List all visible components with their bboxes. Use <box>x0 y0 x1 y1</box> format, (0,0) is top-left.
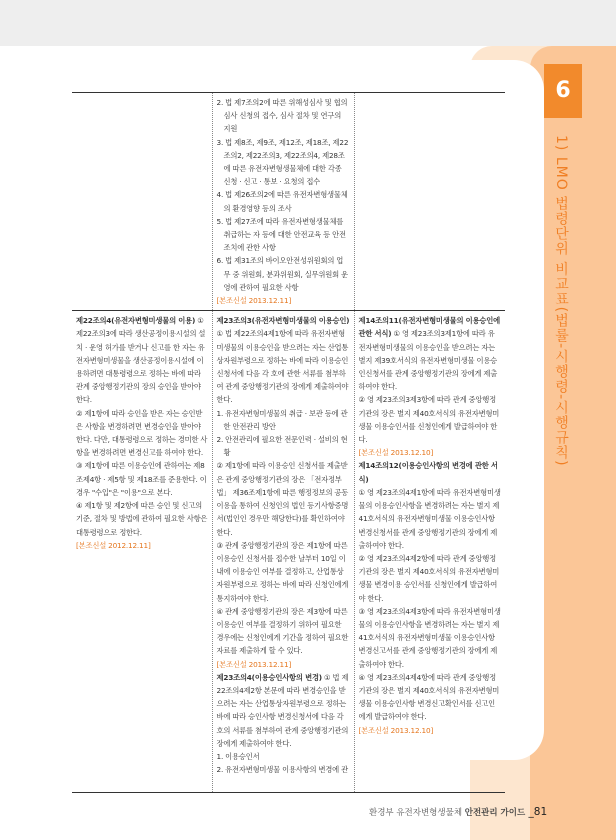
table-row <box>72 311 505 793</box>
list-item: 4. 법 제26조의2에 따른 유전자변형생물체의 환경영향 등의 조사 <box>216 190 348 213</box>
clause: ② 영 제23조의3제3항에 따라 관계 중앙행정기관의 장은 별지 제40호서식의 유전자변형미생물 이용승인서를 신청인에게 발급하여야 한다. <box>358 395 500 445</box>
new-article-tag: [본조신설 2013.12.11] <box>216 296 292 306</box>
list-item: 2. 법 제7조의2에 따른 위해성심사 및 협의심사 신청의 접수, 심사 절차 및 연구의 지원 <box>216 98 348 134</box>
clause: 1. 이용승인서 <box>216 751 260 761</box>
article-text: ① 법 제22조의4제1항에 따라 유전자변형미생물의 이용승인을 받으려는 자는 산업통상자원부령으로 정하는 바에 따라 이용승인신청서에 다음 각 호에 관한 서류를 첨부하여 관계 중앙행정기관의 장에게 제출하여야 한다. <box>216 329 349 405</box>
page-footer <box>369 806 549 818</box>
article-text: ① 제22조의3에 따라 생산공정이용시설의 설치 · 운영 허가를 받거나 신고를 한 자는 유전자변형미생물을 생산공정이용시설에 이용하려면 대통령령으로 정하는 바에 따라 관계 중앙행정기관의 장의 승인을 받아야 한다. <box>76 316 206 405</box>
new-article-tag: [본조신설 2012.12.11] <box>76 540 151 550</box>
clause: ③ 영 제23조의4제3항에 따라 유전자변형미생물의 이용승인사항을 변경하려는 자는 별지 제41호서식의 유전자변형미생물 이용승인사항 변경신고서를 관계 중앙행정기관의 장에게 제출하여야 한다. <box>358 606 501 669</box>
article-heading: 제14조의12(이용승인사항의 변경에 관한 서식) <box>358 461 498 484</box>
chapter-number: 6 <box>544 64 582 118</box>
new-article-tag: [본조신설 2013.12.11] <box>216 659 292 669</box>
footer-org: 환경부 유전자변형생물체 <box>369 808 465 818</box>
list-item: 5. 법 제27조에 따라 유전자변형생물체를 취급하는 자 등에 대한 안전교육 등 안전 조치에 관한 사항 <box>216 216 346 253</box>
decree-cell <box>212 311 354 793</box>
clause: ③ 관계 중앙행정기관의 장은 제1항에 따른 이용승인 신청서를 접수한 날부터 10일 이내에 이용승인 여부를 결정하고, 산업통상자원부령으로 정하는 바에 따라 신청인에게 통지하여야 한다. <box>216 540 349 603</box>
table-row <box>72 93 505 311</box>
footer-title: 안전관리 가이드 <box>464 808 526 818</box>
article-heading: 제14조의11(유전자변형미생물의 이용승인에 관한 서식) <box>358 316 500 339</box>
list-item: 3. 법 제8조, 제9조, 제12조, 제18조, 제22조의2, 제22조의3, 제22조의4, 제28조에 따른 유전자변형생물체에 대한 각종 신청 · 신고 · 통보 · 요청의 접수 <box>216 137 349 187</box>
rule-cell <box>354 311 505 793</box>
article-heading: 제23조의4(이용승인사항의 변경) <box>216 672 322 682</box>
article-text: ① 영 제23조의3제1항에 따라 유전자변형미생물의 이용승인을 받으려는 자는 별지 제39호서식의 유전자변형미생물 이용승인신청서를 관계 중앙행정기관의 장에게 제출하여야 한다. <box>358 329 498 392</box>
rule-cell-empty <box>354 93 505 311</box>
article-heading: 제22조의4(유전자변형미생물의 이용) <box>76 316 196 326</box>
clause: ① 영 제23조의4제1항에 따라 유전자변형미생물의 이용승인사항을 변경하려는 자는 별지 제41호서식의 유전자변형미생물 이용승인사항 변경신청서를 관계 중앙행정기관의 장에게 제출하여야 한다. <box>358 487 501 550</box>
clause: ④ 영 제23조의4제4항에 따라 관계 중앙행정기관의 장은 별지 제40호서식의 유전자변형미생물 이용승인사항 변경신고확인서를 신고인에게 발급하여야 한다. <box>358 672 500 722</box>
new-article-tag: [본조신설 2013.12.10] <box>358 725 434 735</box>
law-cell <box>72 311 212 793</box>
list-item: 6. 법 제31조의 바이오안전성위원회의 업무 중 위원회, 분과위원회, 실무위원회 운영에 관하여 필요한 사항 <box>216 256 348 292</box>
clause: ② 제1항에 따라 승인을 받은 자는 승인받은 사항을 변경하려면 변경승인을 받아야 한다. 다만, 대통령령으로 정하는 경미한 사항을 변경하려면 변경신고를 하여야 한다. <box>76 408 208 458</box>
article-text: ① 법 제22조의4제2항 본문에 따라 변경승인을 받으려는 자는 산업통상자원부령으로 정하는 바에 따라 승인사항 변경신청서에 다음 각 호의 서류를 첨부하여 관계 중앙행정기관의 장에게 제출하여야 한다. <box>216 672 349 748</box>
clause: ② 영 제23조의4제2항에 따라 관계 중앙행정기관의 장은 별지 제40호서식의 유전자변형미생물 변경이용 승인서를 신청인에게 발급하여야 한다. <box>358 553 500 603</box>
clause: 1. 유전자변형미생물의 취급 · 보관 등에 관한 안전관리 방안 <box>216 408 348 431</box>
top-band <box>0 0 616 46</box>
clause: 2. 유전자변형미생물 이용사항의 변경에 관 <box>216 765 348 775</box>
clause: ③ 제1항에 따른 이용승인에 관하여는 제8조제4항 · 제5항 및 제18조를 준용한다. 이 경우 "수입"은 "이용"으로 본다. <box>76 461 207 497</box>
decree-cell <box>212 93 354 311</box>
new-article-tag: [본조신설 2013.12.10] <box>358 448 434 458</box>
comparison-table <box>72 92 505 775</box>
law-cell-empty <box>72 93 212 311</box>
clause: 2. 안전관리에 필요한 전문인력 · 설비의 현황 <box>216 435 348 458</box>
page-number: _81 <box>525 806 548 818</box>
chapter-title: 1) LMO 법령단위 비교표(법률-시행령-시행규칙) <box>553 135 569 467</box>
clause: ④ 관계 중앙행정기관의 장은 제3항에 따른 이용승인 여부를 결정하기 위하여 필요한 경우에는 신청인에게 기간을 정하여 필요한 자료를 제출하게 할 수 있다. <box>216 606 349 656</box>
clause: ④ 제1항 및 제2항에 따른 승인 및 신고의 기준, 절차 및 방법에 관하여 필요한 사항은 대통령령으로 정한다. <box>76 501 208 537</box>
article-heading: 제23조의3(유전자변형미생물의 이용승인) <box>216 316 350 326</box>
clause: ② 제1항에 따라 이용승인 신청서를 제출받은 관계 중앙행정기관의 장은 「전자정부법」 제36조제1항에 따른 행정정보의 공동이용을 통하여 신청인의 법인 등기사항증명서(법인인 경우만 해당한다)를 확인하여야 한다. <box>216 461 349 537</box>
